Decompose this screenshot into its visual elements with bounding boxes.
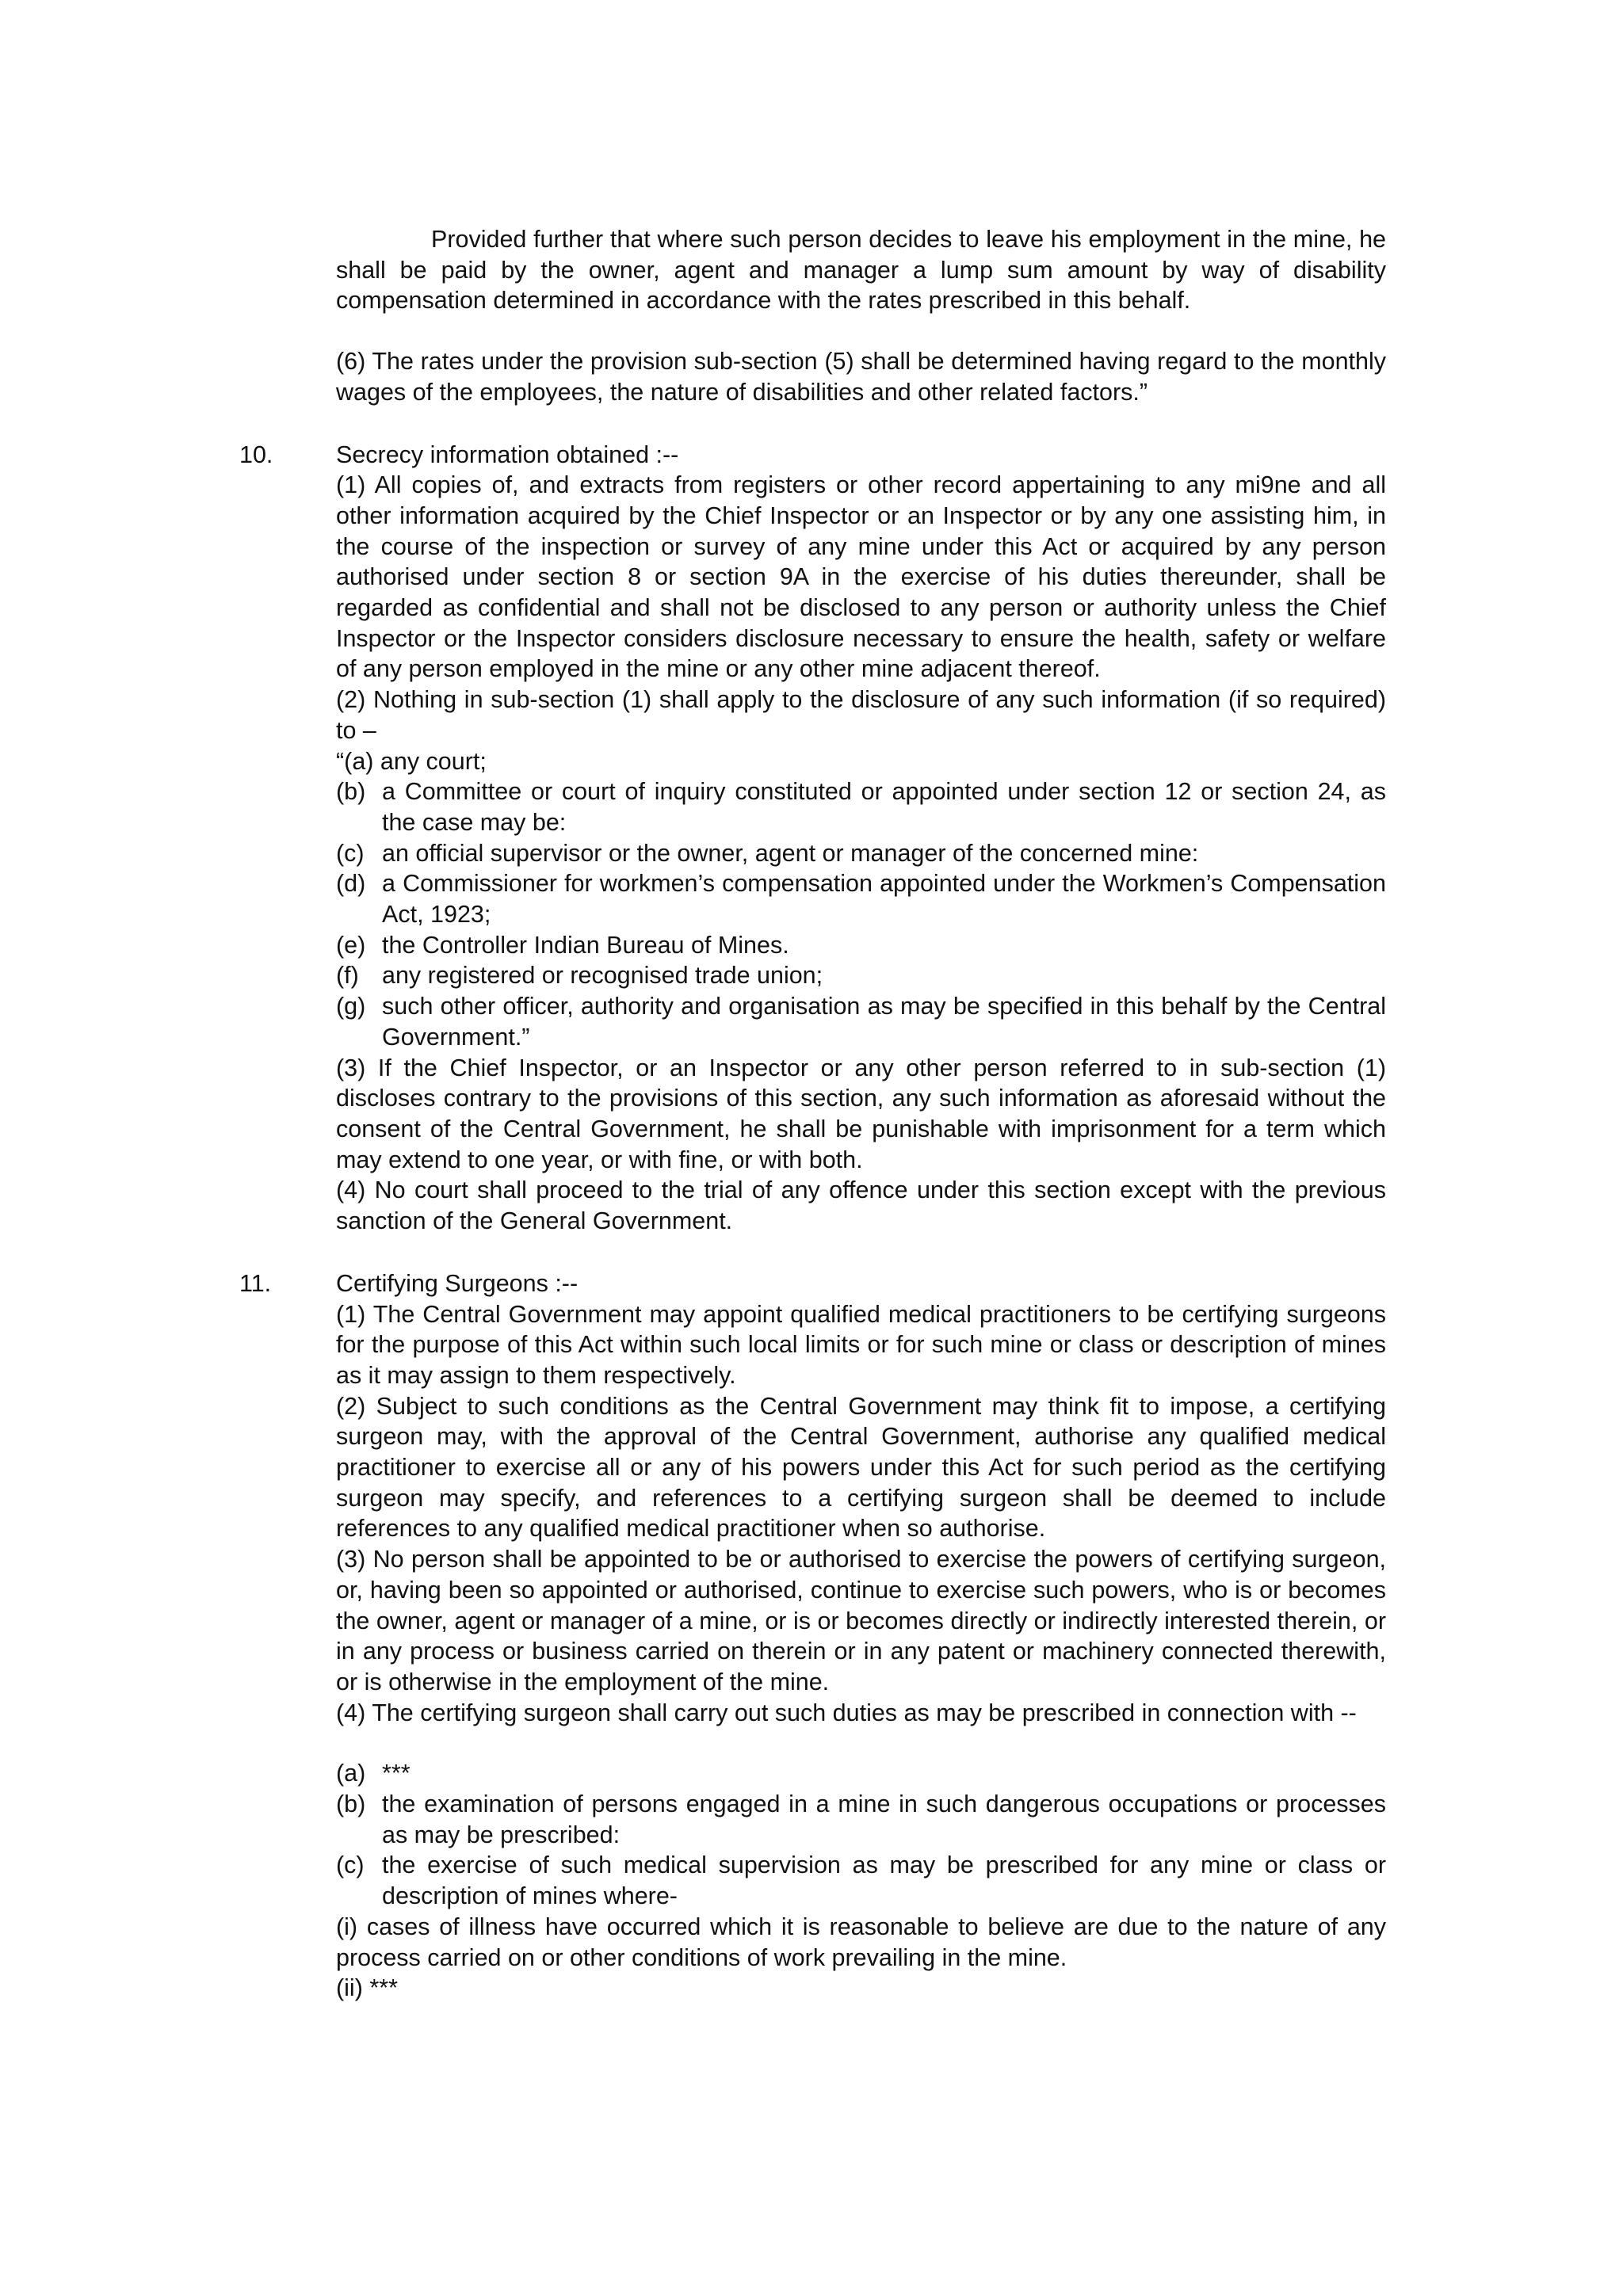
section-10-item-c: [336, 838, 1386, 869]
section-11-subsection-1: (1) The Central Government may appoint qualified medical practitioners to be certifying surgeons for the purpose of this Act within such local limits or for such mine or class or description of mines as it may assign to them respectively.: [336, 1300, 1386, 1389]
section-11-item-a: [336, 1758, 1386, 1789]
item-label: (c): [336, 1852, 365, 1879]
subsection-6-paragraph: (6) The rates under the provision sub-section (5) shall be determined having regard to the monthly wages of the employees, the nature of disabilities and other related factors.”: [336, 348, 1386, 406]
item-text: the exercise of such medical supervision as may be prescribed for any mine or class or description of mines where-: [382, 1852, 1386, 1910]
section-10-item-f: [336, 960, 1386, 991]
section-10-item-g: [336, 991, 1386, 1052]
item-label: (d): [336, 870, 366, 898]
section-11-clause-ii: (ii) ***: [336, 1974, 398, 2002]
section-11-subsection-2: (2) Subject to such conditions as the Central Government may think fit to impose, a certifying surgeon may, with the approval of the Central Government, authorise any qualified medical practitioner to exercise all or any of his powers under this Act for such period as the certifying surgeon may specify, and references to a certifying surgeon shall be deemed to include references to any qualified medical practitioner when so authorise.: [336, 1392, 1386, 1543]
section-10-subsection-3: (3) If the Chief Inspector, or an Inspector or any other person referred to in sub-section (1) discloses contrary to the provisions of this section, any such information as aforesaid without the consent of the Central Government, he shall be punishable with imprisonment for a term which may extend to one year, or with fine, or with both.: [336, 1054, 1386, 1173]
section-10-subsection-2: (2) Nothing in sub-section (1) shall apply to the disclosure of any such information (if so required) to –: [336, 686, 1386, 744]
item-text: ***: [382, 1760, 411, 1787]
item-label: (b): [336, 1791, 366, 1818]
item-label: (a): [336, 1760, 366, 1787]
section-11-number: 11.: [239, 1269, 272, 1297]
item-text: a Committee or court of inquiry constituted or appointed under section 12 or section 24, as the case may be:: [382, 778, 1386, 836]
section-11-item-b: [336, 1789, 1386, 1850]
item-label: (b): [336, 778, 366, 806]
section-10-item-d: [336, 868, 1386, 929]
section-11-subsection-3: (3) No person shall be appointed to be or authorised to exercise the powers of certifying surgeon, or, having been so appointed or authorised, continue to exercise such powers, who is or becomes the owner, agent or manager of a mine, or is or becomes directly or indirectly interested therein, or in any process or business carried on therein or in any patent or machinery connected therewith, or is otherwise in the employment of the mine.: [336, 1546, 1386, 1695]
proviso-paragraph: Provided further that where such person decides to leave his employment in the mine, he shall be paid by the owner, agent and manager a lump sum amount by way of disability compensation determined in accordance with the rates prescribed in this behalf.: [336, 226, 1386, 315]
section-10-number: 10.: [239, 441, 273, 468]
section-10-item-e: [336, 930, 1386, 961]
item-label: (g): [336, 993, 366, 1020]
section-10-item-b: [336, 776, 1386, 837]
section-11-subsection-4: (4) The certifying surgeon shall carry out such duties as may be prescribed in connection with --: [336, 1699, 1357, 1726]
item-label: (f): [336, 962, 359, 990]
section-11-clause-i: (i) cases of illness have occurred which it is reasonable to believe are due to the nature of any process carried on or other conditions of work prevailing in the mine.: [336, 1913, 1386, 1971]
spacer: [336, 1237, 1386, 1268]
section-11: [239, 1268, 1386, 2004]
spacer: [336, 316, 1386, 346]
section-10-subsection-4: (4) No court shall proceed to the trial of any offence under this section except with the previous sanction of the General Government.: [336, 1177, 1386, 1235]
item-text: the examination of persons engaged in a mine in such dangerous occupations or processes as may be prescribed:: [382, 1791, 1386, 1848]
spacer: [336, 1728, 1386, 1758]
item-label: (c): [336, 839, 365, 867]
section-10-item-a: “(a) any court;: [336, 747, 487, 775]
item-label: (e): [336, 931, 366, 959]
section-11-item-c: [336, 1850, 1386, 1911]
section-10: [239, 440, 1386, 1237]
item-text: any registered or recognised trade union;: [382, 962, 823, 990]
item-text: a Commissioner for workmen’s compensation appointed under the Workmen’s Compensation Act, 1923;: [382, 870, 1386, 929]
item-text: an official supervisor or the owner, agent or manager of the concerned mine:: [382, 839, 1199, 867]
document-body: [239, 224, 1386, 2004]
spacer: [336, 408, 1386, 440]
section-11-title: Certifying Surgeons :--: [336, 1269, 579, 1297]
section-10-subsection-1: (1) All copies of, and extracts from registers or other record appertaining to any mi9ne and all other information acquired by the Chief Inspector or an Inspector or by any one assisting him, in the course of the inspection or survey of any mine under this Act or acquired by any person authorised under section 8 or section 9A in the exercise of his duties thereunder, shall be regarded as confidential and shall not be disclosed to any person or authority unless the Chief Inspector or the Inspector considers disclosure necessary to ensure the health, safety or welfare of any person employed in the mine or any other mine adjacent thereof.: [336, 471, 1386, 683]
section-10-title: Secrecy information obtained :--: [336, 441, 679, 468]
item-text: the Controller Indian Bureau of Mines.: [382, 931, 789, 959]
item-text: such other officer, authority and organisation as may be specified in this behalf by the Central Government.”: [382, 993, 1386, 1051]
